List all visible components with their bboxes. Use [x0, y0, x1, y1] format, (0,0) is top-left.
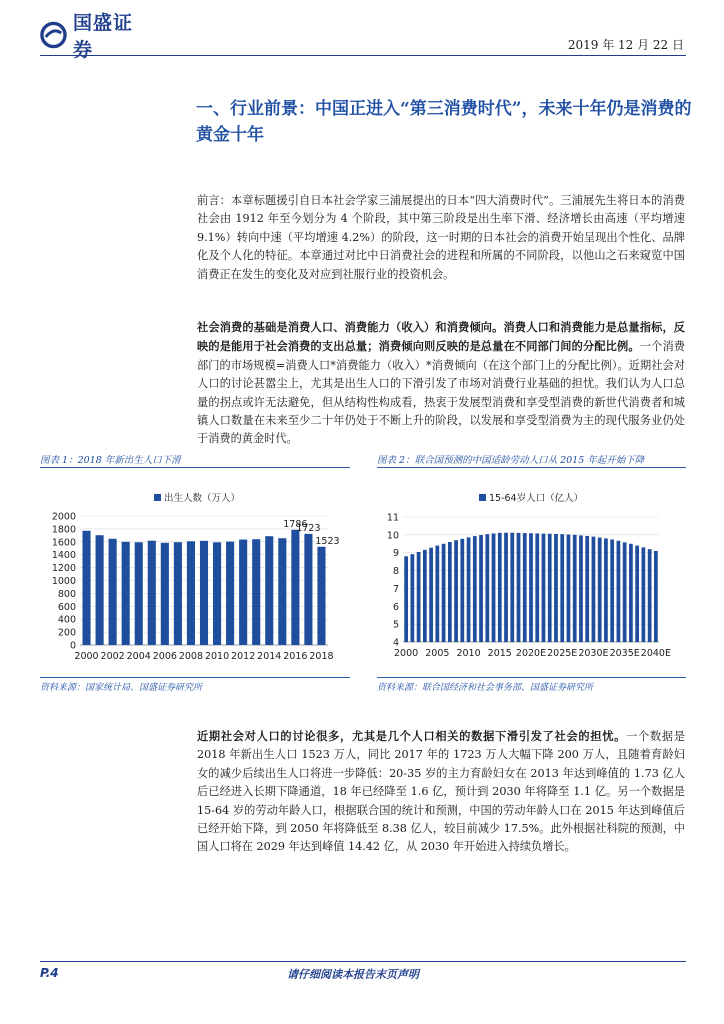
x-tick-label: 2004	[126, 651, 151, 662]
bar-2040E	[654, 551, 658, 642]
bar-2000	[404, 556, 408, 642]
chart1-legend-swatch	[154, 494, 161, 501]
bar-2018	[317, 547, 325, 645]
bar-2008	[454, 540, 458, 642]
bar-2009	[460, 539, 464, 642]
intro-paragraph: 前言：本章标题援引自日本社会学家三浦展提出的日本“四大消费时代”。三浦展先生将日本的消费社会由 1912 年至今划分为 4 个阶段，其中第三阶段是出生率下滑、经济增长由高速（平均增速 9.1%）转向中速（平均增速 4.2%）的阶段，这一时期的日本社会的消费开始呈现出个性化、品牌化及个人化的特征。本章通过对比中日消费社会的进程和所属的不同阶段，以他山之石来窥览中国消费正在发生的变化及对应到社服行业的投资机会。	[197, 194, 685, 281]
figure2-top-rule	[377, 467, 686, 468]
y-tick-label: 800	[57, 588, 76, 600]
y-tick-label: 6	[392, 601, 399, 613]
figure1-bottom-rule	[40, 677, 350, 678]
y-tick-label: 9	[392, 548, 399, 560]
bar-2013	[485, 534, 489, 642]
bar-2011	[473, 536, 477, 642]
y-tick-label: 600	[57, 601, 76, 613]
x-tick-label: 2010	[204, 651, 230, 662]
bar-2006	[442, 544, 446, 642]
x-tick-label: 2015	[487, 648, 512, 659]
bar-2023E	[548, 534, 552, 642]
x-tick-label: 2010	[456, 648, 481, 659]
y-tick-label: 7	[392, 583, 399, 595]
figure2-bottom-rule	[377, 677, 686, 678]
bar-2020E	[529, 533, 533, 642]
bar-2003	[423, 550, 427, 642]
x-tick-label: 2002	[100, 651, 125, 662]
bar-2017	[304, 534, 312, 645]
company-logo	[40, 12, 150, 61]
bar-2024E	[554, 534, 558, 642]
bar-2003	[122, 542, 130, 645]
y-tick-label: 1200	[51, 563, 76, 575]
bar-2031E	[598, 538, 602, 642]
bar-2004	[429, 548, 433, 642]
consumption-basis-text: 一个消费部门的市场规模=消费人口*消费能力（收入）*消费倾向（在这个部门上的分配比例）。近期社会对人口的讨论甚嚣尘上，尤其是出生人口的下滑引发了市场对消费行业基础的担忧。我们认为人口总量的拐点或许无法避免，但从结构性构成看，热衷于发展型消费和享受型消费的新世代消费者和城镇人口数量在未来至少二十年仍处于不断上升的阶段，以发展和享受型消费为主的现代服务业仍处于消费的黄金时代。	[197, 340, 685, 446]
bar-2001	[96, 535, 104, 645]
y-tick-label: 1600	[51, 537, 76, 549]
x-tick-label: 2025E	[547, 648, 578, 659]
x-tick-label: 2035E	[609, 648, 640, 659]
data-label: 1723	[296, 522, 321, 534]
x-tick-label: 2000	[74, 651, 99, 662]
data-label: 1523	[315, 535, 340, 547]
bar-2017	[510, 533, 514, 642]
bar-2004	[135, 542, 143, 645]
x-tick-label: 2020E	[515, 648, 547, 659]
y-tick-label: 1400	[51, 550, 76, 562]
y-tick-label: 200	[57, 627, 76, 639]
bar-2012	[479, 535, 483, 642]
bar-2021E	[535, 533, 539, 642]
x-tick-label: 2000	[394, 648, 419, 659]
bar-2032E	[604, 538, 608, 642]
page-number: P.4	[40, 966, 59, 980]
bar-2007	[448, 542, 452, 642]
bar-2019	[523, 533, 527, 642]
bar-2005	[148, 541, 156, 645]
y-tick-label: 5	[392, 619, 399, 631]
x-tick-label: 2016	[283, 651, 308, 662]
bar-2010	[467, 537, 471, 642]
bar-2039E	[648, 549, 652, 642]
figure1-label: 图表 1：2018 年新出生人口下滑	[40, 455, 181, 466]
consumption-basis-paragraph	[197, 318, 685, 449]
bar-2008	[187, 541, 195, 645]
bar-2010	[213, 542, 221, 645]
bar-2016	[504, 533, 508, 642]
bar-2025E	[560, 534, 564, 642]
figure2-label: 图表 2：联合国预测的中国适龄劳动人口从 2015 年起开始下降	[377, 455, 645, 466]
x-tick-label: 2014	[257, 651, 282, 662]
bar-2035E	[623, 542, 627, 642]
bar-2028E	[579, 535, 583, 642]
data-label: 1786	[283, 518, 308, 530]
bar-2016	[291, 530, 299, 645]
footer-disclaimer: 请仔细阅读本报告末页声明	[287, 968, 419, 981]
bar-2037E	[635, 546, 639, 642]
y-tick-label: 0	[69, 640, 76, 652]
x-tick-label: 2005	[425, 648, 450, 659]
figure1-top-rule	[40, 467, 350, 468]
figure2-source: 资料来源：联合国经济和社会事务部、国盛证券研究所	[377, 683, 594, 693]
bar-2033E	[610, 540, 614, 643]
bar-2002	[109, 539, 117, 645]
x-tick-label: 2018	[309, 651, 334, 662]
header-divider	[40, 55, 686, 56]
bar-2034E	[617, 541, 621, 642]
section-title: 一、行业前景：中国正进入“第三消费时代”，未来十年仍是消费的黄金十年	[196, 99, 692, 145]
consumption-basis-bold: 社会消费的基础是消费人口、消费能力（收入）和消费倾向。消费人口和消费能力是总量指标，反映的是能用于社会消费的支出总量；消费倾向则反映的是总量在不同部门间的分配比例。	[197, 320, 685, 354]
y-tick-label: 1800	[51, 524, 76, 536]
x-tick-label: 2008	[178, 651, 204, 662]
bar-2026E	[567, 535, 571, 643]
bar-2015	[278, 538, 286, 645]
bar-2015	[498, 533, 502, 642]
bar-2001	[410, 554, 414, 642]
working-age-population-chart	[377, 470, 687, 670]
bar-2018	[517, 533, 521, 642]
y-tick-label: 1000	[51, 576, 76, 587]
x-tick-label: 2012	[231, 651, 256, 662]
birth-population-chart	[40, 470, 352, 670]
population-concern-bold: 近期社会对人口的讨论很多，尤其是几个人口相关的数据下滑引发了社会的担忧。	[197, 729, 627, 743]
chart2-legend-swatch	[479, 494, 486, 501]
bar-2005	[435, 546, 439, 642]
bar-2014	[492, 533, 496, 642]
bar-2013	[252, 539, 260, 645]
bar-2002	[417, 552, 421, 642]
figure1-source: 资料来源：国家统计局、国盛证券研究所	[40, 683, 203, 693]
bar-2009	[200, 541, 208, 645]
y-tick-label: 2000	[51, 511, 76, 523]
bar-2014	[265, 536, 273, 645]
bar-2022E	[542, 534, 546, 642]
x-tick-label: 2040E	[640, 648, 671, 659]
y-tick-label: 4	[392, 637, 399, 649]
bar-2011	[226, 542, 234, 645]
y-tick-label: 10	[386, 530, 399, 542]
logo-icon	[40, 21, 67, 49]
bar-2030E	[592, 537, 596, 642]
bar-2038E	[642, 547, 646, 642]
y-tick-label: 400	[57, 614, 76, 626]
chart1-legend-label: 出生人数（万人）	[164, 493, 241, 504]
bar-2029E	[585, 536, 589, 642]
y-tick-label: 8	[392, 566, 399, 578]
bar-2027E	[573, 535, 577, 642]
bar-2012	[239, 540, 247, 645]
chart2-legend-label: 15-64岁人口（亿人）	[489, 493, 584, 504]
x-tick-label: 2006	[152, 651, 177, 662]
population-concern-paragraph	[197, 727, 685, 857]
bar-2006	[161, 543, 169, 645]
y-tick-label: 11	[386, 512, 399, 524]
logo-text: 国盛证券	[72, 12, 133, 61]
bar-2036E	[629, 544, 633, 642]
report-date: 2019 年 12 月 22 日	[567, 38, 684, 52]
bar-2000	[82, 531, 90, 645]
population-concern-text: 一个数据是 2018 年新出生人口 1523 万人，同比 2017 年的 1723 万人大幅下降 200 万人，且随着育龄妇女的减少后续出生人口将进一步降低：20-35 岁的主力育龄妇女在 2013 年达到峰值的 1.73 亿人后已经进入长期下降通道，18 年已经降至 1.6 亿，预计到 2030 年将降至 1.1 亿。另一个数据是 15-64 岁的劳动年龄人口，根据联合国的统计和预测，中国的劳动年龄人口在 2015 年达到峰值后已经开始下降，到 2050 年将降低至 8.38 亿人，较目前减少 17.5%。此外根据社科院的预测，中国人口将在 2029 年达到峰值 14.42 亿，从 2030 年开始进入持续负增长。	[197, 730, 685, 854]
x-tick-label: 2030E	[578, 648, 609, 659]
footer-divider	[40, 961, 686, 962]
bar-2007	[174, 542, 182, 645]
